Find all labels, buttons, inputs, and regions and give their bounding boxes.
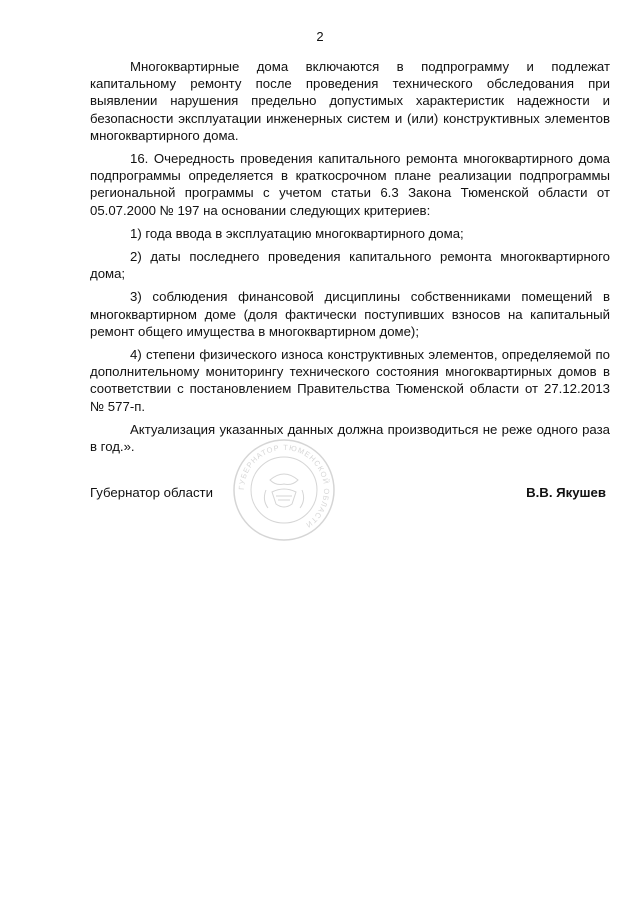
signatory-title: Губернатор области: [90, 485, 213, 500]
document-body: [90, 58, 610, 461]
criterion-4: 4) степени физического износа конструктивных элементов, определяемой по дополнительному мониторингу технического состояния многоквартирных домов в соответствии с постановлением Правительства Тюменской области от 27.12.2013 № 577-п.: [90, 347, 610, 414]
paragraph-16-repair-order: 16. Очередность проведения капитального ремонта многоквартирного дома подпрограммы определяется в краткосрочном плане реализации подпрограммы региональной программы с учетом статьи 6.3 Закона Тюменской области от 05.07.2000 № 197 на основании следующих критериев:: [90, 151, 610, 218]
coat-of-arms-icon: [264, 474, 303, 508]
official-seal: [232, 438, 336, 542]
paragraph-inclusion-conditions: Многоквартирные дома включаются в подпрограмму и подлежат капитальному ремонту после проведения технического обследования при выявлении нарушения предельно допустимых характеристик надежности и безопасности эксплуатации инженерных систем и (или) конструктивных элементов многоквартирного дома.: [90, 59, 610, 143]
paragraph-data-update: Актуализация указанных данных должна производиться не реже одного раза в год.».: [90, 421, 610, 455]
page-number: 2: [316, 29, 324, 44]
criterion-2: 2) даты последнего проведения капитального ремонта многоквартирного дома;: [90, 249, 610, 282]
seal-ring-text: ГУБЕРНАТОР ТЮМЕНСКОЙ ОБЛАСТИ: [236, 442, 332, 530]
seal-inner-ring: [251, 457, 317, 523]
signature-block: [90, 484, 606, 504]
criterion-3: 3) соблюдения финансовой дисциплины собственниками помещений в многоквартирном доме (доля фактически поступивших взносов на капитальный ремонт общего имущества в многоквартирном доме);: [90, 289, 610, 339]
seal-outer-ring: [234, 440, 334, 540]
signatory-name: В.В. Якушев: [526, 485, 606, 500]
criterion-1: 1) года ввода в эксплуатацию многоквартирного дома;: [130, 225, 464, 241]
